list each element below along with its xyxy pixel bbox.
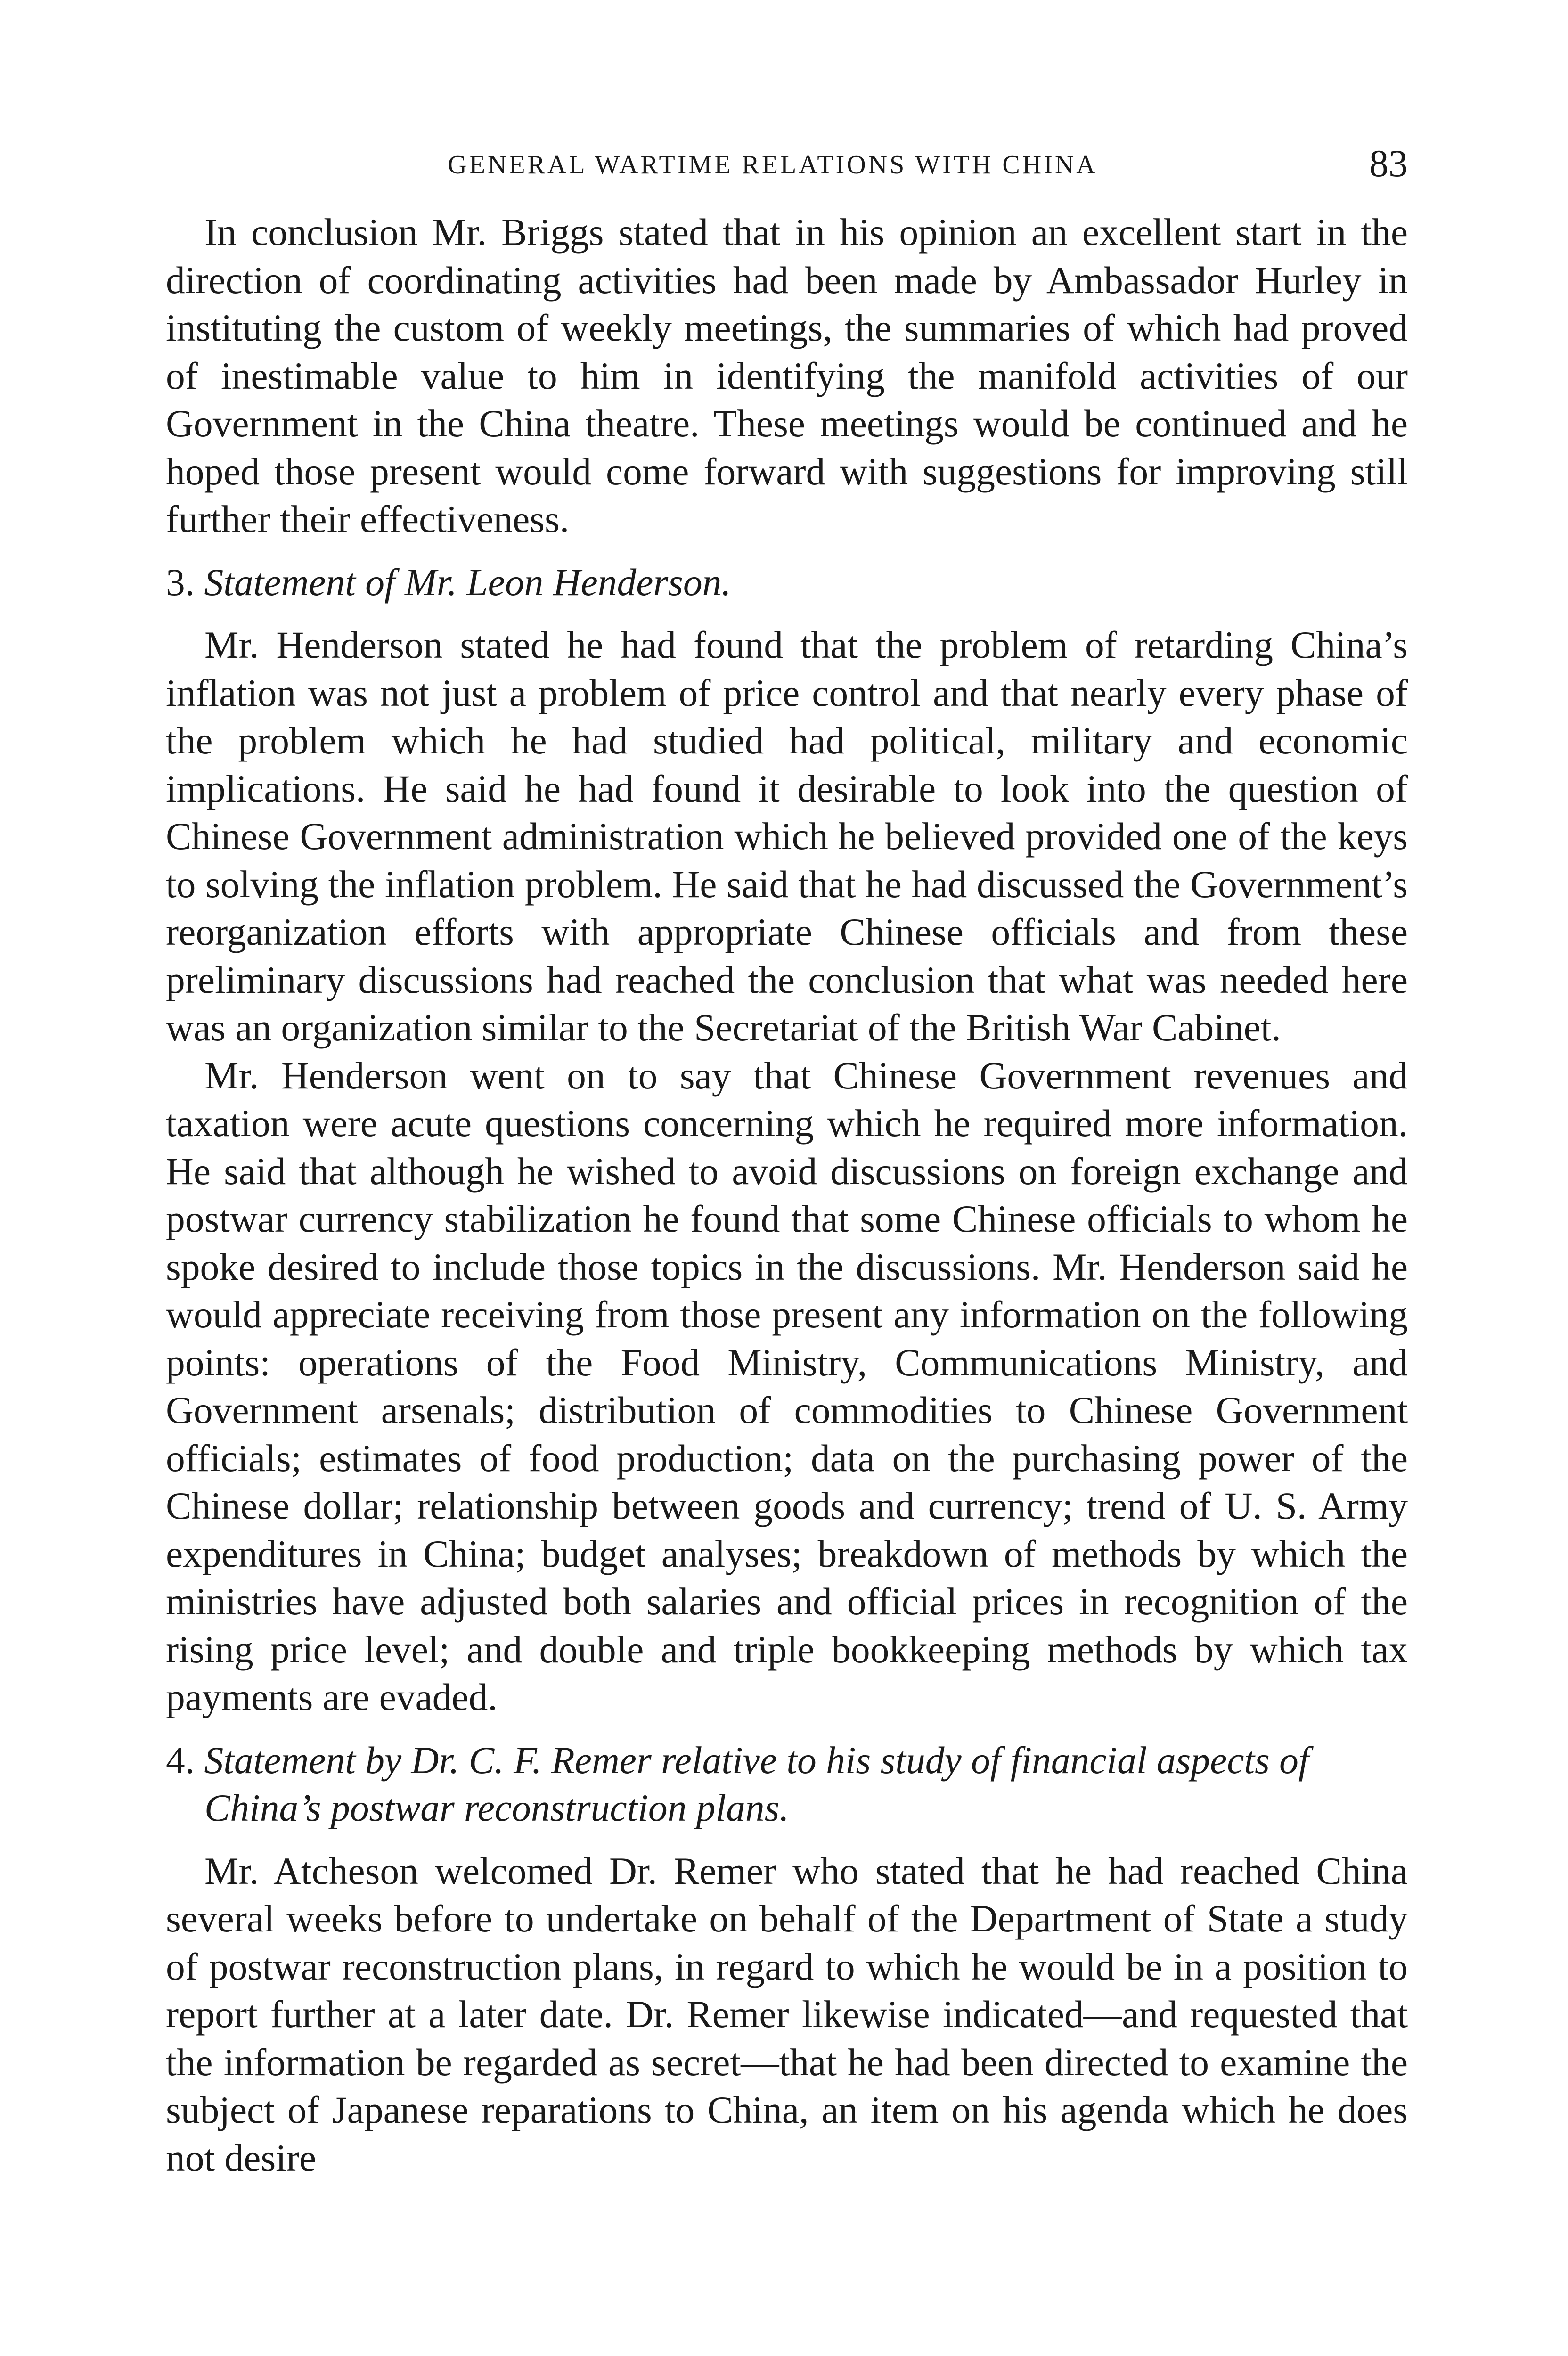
section-title: Statement by Dr. C. F. Remer relative to his study of financial aspects of China’s postwar reconstruction plans. — [204, 1738, 1309, 1829]
paragraph-henderson-revenues: Mr. Henderson went on to say that Chinese Government revenues and taxation were acute questions concerning which he required more information. He said that although he wished to avoid discussions on foreign exchange and postwar currency stabilization he found that some Chinese officials to whom he spoke desired to include those topics in the discussions. Mr. Henderson said he would appreciate receiving from those present any information on the following points: operations of the Food Ministry, Communications Ministry, and Government arsenals; distribution of commodities to Chinese Government officials; estimates of food production; data on the purchasing power of the Chinese dollar; relationship between goods and currency; trend of U. S. Army expenditures in China; budget analyses; breakdown of methods by which the ministries have adjusted both salaries and official prices in recognition of the rising price level; and double and triple bookkeeping methods by which tax payments are evaded. — [166, 1054, 1408, 1718]
paragraph-briggs-conclusion: In conclusion Mr. Briggs stated that in his opinion an excellent start in the direction of coordinating activities had been made by Ambassador Hurley in instituting the custom of weekly meetings, the summaries of which had proved of inestimable value to him in identifying the manifold activities of our Government in the China theatre. These meetings would be continued and he hoped those present would come forward with suggestions for improving still further their effectiveness. — [166, 211, 1408, 540]
section-number: 3. — [166, 560, 195, 604]
page-number: 83 — [1369, 142, 1408, 185]
document-page — [166, 141, 1408, 2182]
section-number: 4. — [166, 1738, 195, 1782]
section-heading-remer — [166, 1736, 1408, 1832]
body-text — [166, 208, 1408, 2182]
running-header — [166, 141, 1408, 193]
paragraph-henderson-inflation: Mr. Henderson stated he had found that the problem of retarding China’s inflation was not just a problem of price control and that nearly every phase of the problem which he had studied had political, military and economic implications. He said he had found it desirable to look into the question of Chinese Government administration which he believed provided one of the keys to solving the inflation problem. He said that he had discussed the Government’s reorganization efforts with appropriate Chinese officials and from these preliminary discussions had reached the conclusion that what was needed here was an organization similar to the Secretariat of the British War Cabinet. — [166, 623, 1408, 1049]
running-title: GENERAL WARTIME RELATIONS WITH CHINA — [448, 150, 1098, 180]
section-heading-henderson — [166, 558, 1408, 606]
paragraph-remer-study: Mr. Atcheson welcomed Dr. Remer who stated that he had reached China several weeks before to undertake on behalf of the Department of State a study of postwar reconstruction plans, in regard to which he would be in a position to report further at a later date. Dr. Remer likewise indicated—and requested that the information be regarded as secret—that he had been directed to examine the subject of Japanese reparations to China, an item on his agenda which he does not desire — [166, 1849, 1408, 2179]
section-title: Statement of Mr. Leon Henderson. — [204, 560, 731, 604]
